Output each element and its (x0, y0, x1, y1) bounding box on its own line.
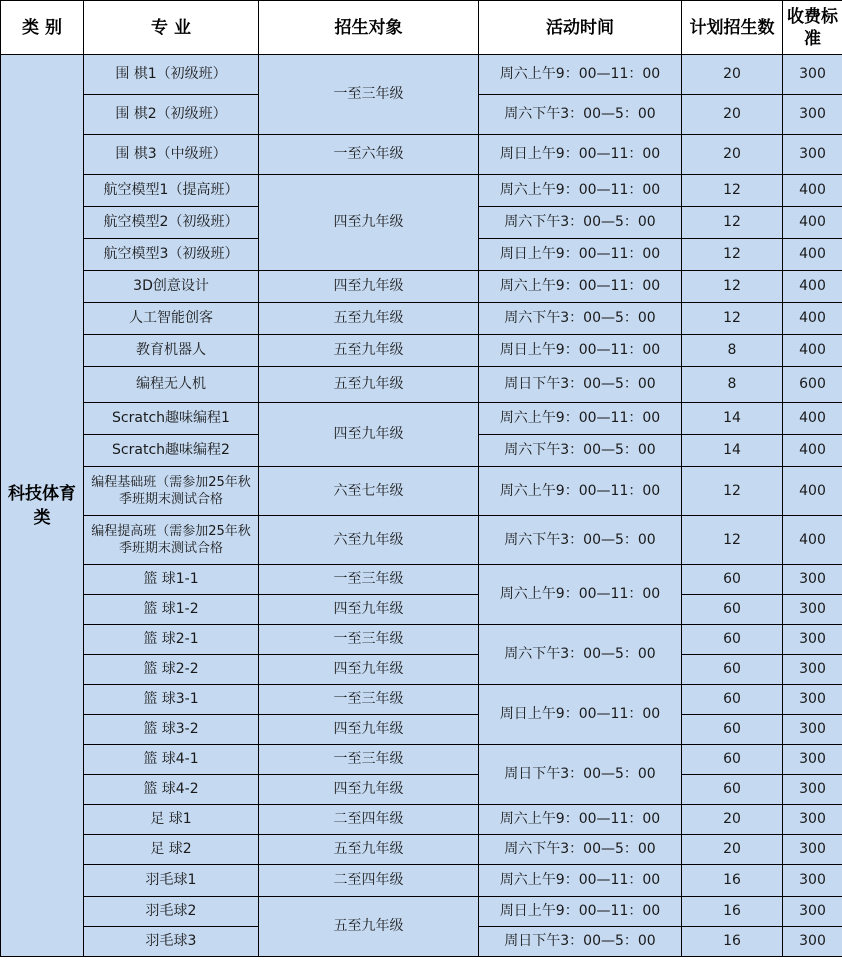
subject-cell: Scratch趣味编程1 (84, 403, 259, 435)
plan-cell: 60 (682, 595, 783, 625)
time-cell: 周六下午3：00—5：00 (479, 516, 682, 565)
target-cell: 一至三年级 (259, 625, 479, 655)
target-cell: 五至九年级 (259, 303, 479, 335)
fee-cell: 600 (783, 367, 842, 403)
time-cell: 周六上午9：00—11：00 (479, 175, 682, 207)
time-cell: 周日上午9：00—11：00 (479, 335, 682, 367)
fee-cell: 400 (783, 271, 842, 303)
table-row (1, 805, 842, 835)
plan-cell: 8 (682, 367, 783, 403)
table-row (1, 655, 842, 685)
header-subject: 专 业 (84, 1, 259, 55)
fee-cell: 300 (783, 715, 842, 745)
target-cell: 五至九年级 (259, 897, 479, 957)
time-cell: 周六下午3：00—5：00 (479, 625, 682, 685)
table-row (1, 403, 842, 435)
plan-cell: 60 (682, 565, 783, 595)
plan-cell: 60 (682, 775, 783, 805)
target-cell: 四至九年级 (259, 715, 479, 745)
target-cell: 四至九年级 (259, 655, 479, 685)
subject-cell: 篮 球2-1 (84, 625, 259, 655)
plan-cell: 20 (682, 55, 783, 95)
plan-cell: 12 (682, 303, 783, 335)
table-row (1, 367, 842, 403)
table-row (1, 625, 842, 655)
fee-cell: 300 (783, 897, 842, 927)
target-cell: 六至九年级 (259, 516, 479, 565)
fee-cell: 300 (783, 805, 842, 835)
header-time: 活动时间 (479, 1, 682, 55)
plan-cell: 20 (682, 95, 783, 135)
time-cell: 周六下午3：00—5：00 (479, 95, 682, 135)
plan-cell: 60 (682, 685, 783, 715)
plan-cell: 14 (682, 403, 783, 435)
table-row (1, 55, 842, 95)
plan-cell: 16 (682, 897, 783, 927)
fee-cell: 300 (783, 95, 842, 135)
table-row (1, 685, 842, 715)
time-cell: 周日上午9：00—11：00 (479, 239, 682, 271)
subject-cell: 编程提高班（需参加25年秋季班期末测试合格 (84, 516, 259, 565)
table-row (1, 565, 842, 595)
subject-cell: 羽毛球2 (84, 897, 259, 927)
subject-cell: 篮 球4-2 (84, 775, 259, 805)
plan-cell: 12 (682, 271, 783, 303)
time-cell: 周六上午9：00—11：00 (479, 271, 682, 303)
subject-cell: 围 棋1（初级班） (84, 55, 259, 95)
table-row (1, 335, 842, 367)
time-cell: 周日下午3：00—5：00 (479, 745, 682, 805)
subject-cell: 编程无人机 (84, 367, 259, 403)
subject-cell: 足 球2 (84, 835, 259, 865)
fee-cell: 300 (783, 565, 842, 595)
target-cell: 一至六年级 (259, 135, 479, 175)
target-cell: 四至九年级 (259, 403, 479, 467)
fee-cell: 300 (783, 685, 842, 715)
table-row (1, 775, 842, 805)
plan-cell: 16 (682, 865, 783, 897)
subject-cell: 羽毛球1 (84, 865, 259, 897)
table-row (1, 175, 842, 207)
category-cell: 科技体育类 (1, 55, 84, 957)
header-fee: 收费标准 (783, 1, 842, 55)
table-row (1, 865, 842, 897)
plan-cell: 60 (682, 655, 783, 685)
subject-cell: 篮 球2-2 (84, 655, 259, 685)
plan-cell: 60 (682, 625, 783, 655)
subject-cell: 围 棋3（中级班） (84, 135, 259, 175)
target-cell: 四至九年级 (259, 775, 479, 805)
target-cell: 一至三年级 (259, 685, 479, 715)
fee-cell: 400 (783, 403, 842, 435)
target-cell: 六至七年级 (259, 467, 479, 516)
target-cell: 一至三年级 (259, 565, 479, 595)
table-row (1, 135, 842, 175)
header-plan-count: 计划招生数 (682, 1, 783, 55)
fee-cell: 300 (783, 135, 842, 175)
time-cell: 周日上午9：00—11：00 (479, 897, 682, 927)
fee-cell: 300 (783, 927, 842, 957)
plan-cell: 16 (682, 927, 783, 957)
table-row (1, 516, 842, 565)
table-row (1, 745, 842, 775)
target-cell: 四至九年级 (259, 595, 479, 625)
subject-cell: 篮 球3-2 (84, 715, 259, 745)
plan-cell: 60 (682, 745, 783, 775)
header-category: 类 别 (1, 1, 84, 55)
plan-cell: 12 (682, 207, 783, 239)
time-cell: 周日下午3：00—5：00 (479, 367, 682, 403)
time-cell: 周六下午3：00—5：00 (479, 303, 682, 335)
subject-cell: 篮 球1-2 (84, 595, 259, 625)
plan-cell: 12 (682, 516, 783, 565)
target-cell: 五至九年级 (259, 835, 479, 865)
time-cell: 周六上午9：00—11：00 (479, 467, 682, 516)
subject-cell: 篮 球4-1 (84, 745, 259, 775)
table-row (1, 595, 842, 625)
time-cell: 周六上午9：00—11：00 (479, 865, 682, 897)
fee-cell: 300 (783, 865, 842, 897)
time-cell: 周六上午9：00—11：00 (479, 55, 682, 95)
fee-cell: 400 (783, 175, 842, 207)
fee-cell: 400 (783, 207, 842, 239)
fee-cell: 300 (783, 625, 842, 655)
plan-cell: 12 (682, 239, 783, 271)
fee-cell: 400 (783, 467, 842, 516)
fee-cell: 400 (783, 335, 842, 367)
plan-cell: 14 (682, 435, 783, 467)
table-row (1, 303, 842, 335)
header-target: 招生对象 (259, 1, 479, 55)
subject-cell: 围 棋2（初级班） (84, 95, 259, 135)
time-cell: 周日上午9：00—11：00 (479, 135, 682, 175)
time-cell: 周六上午9：00—11：00 (479, 805, 682, 835)
subject-cell: 足 球1 (84, 805, 259, 835)
fee-cell: 400 (783, 303, 842, 335)
time-cell: 周六上午9：00—11：00 (479, 403, 682, 435)
target-cell: 二至四年级 (259, 865, 479, 897)
subject-cell: 航空模型3（初级班） (84, 239, 259, 271)
plan-cell: 8 (682, 335, 783, 367)
time-cell: 周六上午9：00—11：00 (479, 565, 682, 625)
target-cell: 四至九年级 (259, 175, 479, 271)
target-cell: 一至三年级 (259, 55, 479, 135)
subject-cell: 航空模型1（提高班） (84, 175, 259, 207)
subject-cell: 航空模型2（初级班） (84, 207, 259, 239)
subject-cell: 人工智能创客 (84, 303, 259, 335)
table-row (1, 467, 842, 516)
header-row (1, 1, 842, 55)
plan-cell: 20 (682, 835, 783, 865)
time-cell: 周六下午3：00—5：00 (479, 435, 682, 467)
target-cell: 四至九年级 (259, 271, 479, 303)
fee-cell: 400 (783, 435, 842, 467)
fee-cell: 300 (783, 55, 842, 95)
target-cell: 五至九年级 (259, 335, 479, 367)
plan-cell: 60 (682, 715, 783, 745)
subject-cell: 教育机器人 (84, 335, 259, 367)
time-cell: 周六下午3：00—5：00 (479, 835, 682, 865)
subject-cell: 篮 球3-1 (84, 685, 259, 715)
fee-cell: 300 (783, 835, 842, 865)
subject-cell: 羽毛球3 (84, 927, 259, 957)
plan-cell: 20 (682, 805, 783, 835)
table-row (1, 715, 842, 745)
fee-cell: 300 (783, 655, 842, 685)
subject-cell: 编程基础班（需参加25年秋季班期末测试合格 (84, 467, 259, 516)
fee-cell: 300 (783, 775, 842, 805)
target-cell: 二至四年级 (259, 805, 479, 835)
time-cell: 周日上午9：00—11：00 (479, 685, 682, 745)
subject-cell: Scratch趣味编程2 (84, 435, 259, 467)
table-row (1, 271, 842, 303)
target-cell: 一至三年级 (259, 745, 479, 775)
time-cell: 周六下午3：00—5：00 (479, 207, 682, 239)
fee-cell: 400 (783, 239, 842, 271)
subject-cell: 3D创意设计 (84, 271, 259, 303)
plan-cell: 20 (682, 135, 783, 175)
time-cell: 周日下午3：00—5：00 (479, 927, 682, 957)
table-row (1, 897, 842, 927)
table-row (1, 835, 842, 865)
fee-cell: 300 (783, 595, 842, 625)
fee-cell: 400 (783, 516, 842, 565)
subject-cell: 篮 球1-1 (84, 565, 259, 595)
target-cell: 五至九年级 (259, 367, 479, 403)
plan-cell: 12 (682, 467, 783, 516)
fee-cell: 300 (783, 745, 842, 775)
plan-cell: 12 (682, 175, 783, 207)
